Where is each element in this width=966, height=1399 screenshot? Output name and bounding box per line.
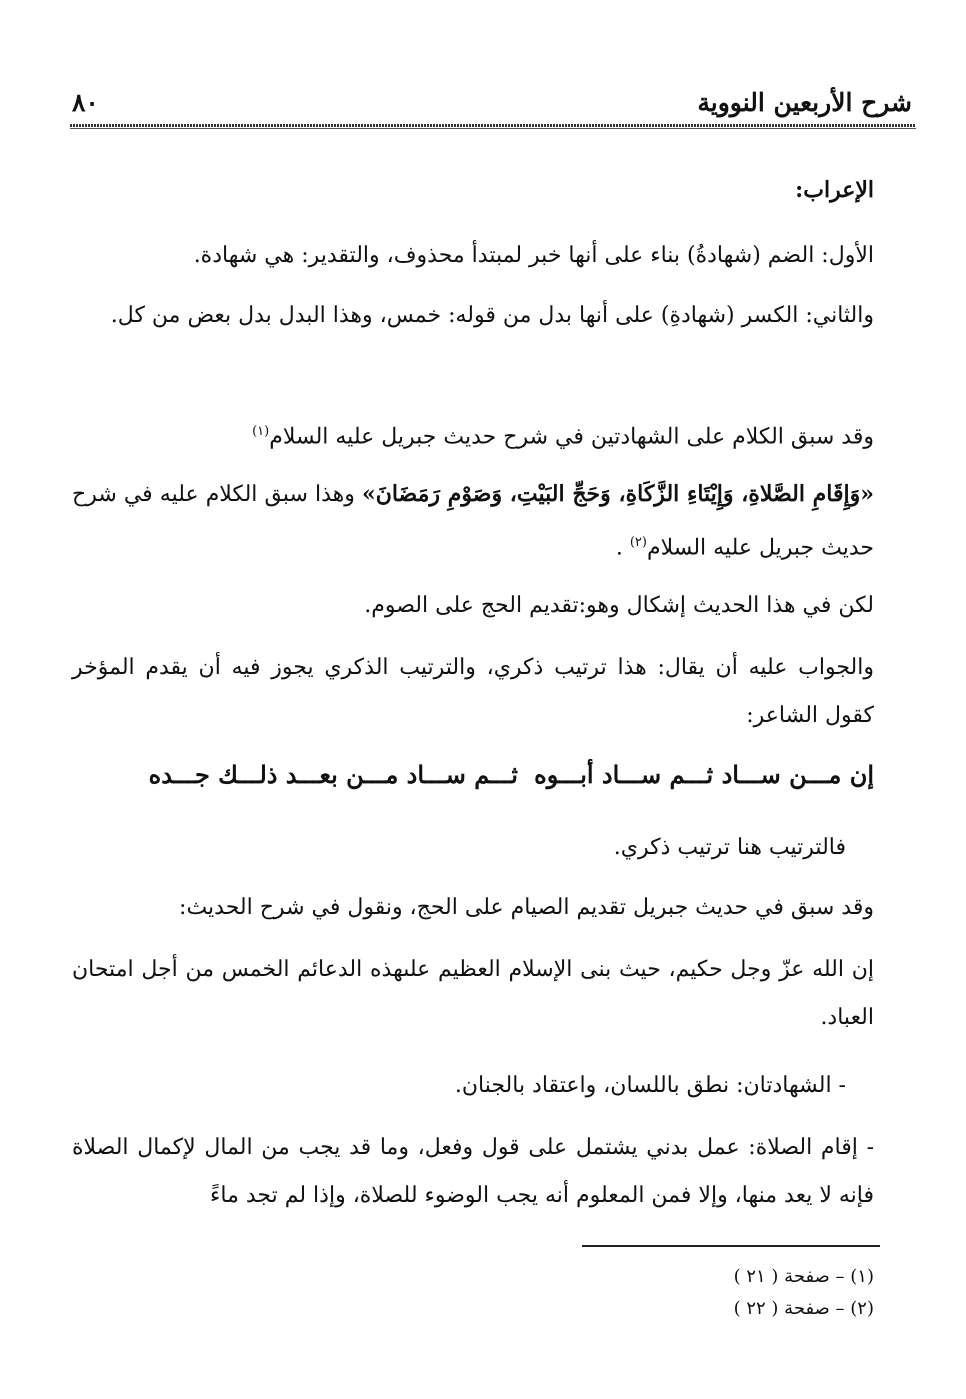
page-number: ٨٠ [72, 88, 99, 117]
paragraph-ishkal: لكن في هذا الحديث إشكال وهو:تقديم الحج على الصوم. [364, 593, 874, 618]
end-dot: . [615, 535, 623, 561]
verse-second-hemistich: ثـــم ســـاد مـــن بعـــد ذلـــك جـــده [148, 760, 518, 789]
list-item-salah: - إقام الصلاة: عمل بدني يشتمل على قول وفعل، وما قد يجب من المال لإكمال الصلاة فإنه لا يعد منها، وإلا فمن المعلوم أنه يجب الوضوء للصلاة، وإذا لم تجد ماءً [72, 1135, 874, 1208]
paragraph-hadith-quote [72, 470, 874, 572]
footnote-divider [582, 1245, 880, 1247]
paragraph-hakim: إن الله عزّ وجل حكيم، حيث بنى الإسلام العظيم علىهذه الدعائم الخمس من أجل امتحان العباد. [72, 957, 874, 1030]
hadith-quote-commentary: وهذا سبق الكلام عليه في شرح حديث جبريل عليه السلام [72, 482, 874, 561]
footnote-ref-2: (٢) [629, 535, 647, 550]
paragraph-tartib: فالترتيب هنا ترتيب ذكري. [613, 835, 846, 860]
paragraph-shahadatayn [74, 408, 874, 461]
paragraph-jibril: وقد سبق في حديث جبريل تقديم الصيام على الحج، ونقول في شرح الحديث: [179, 895, 874, 920]
paragraph-second: والثاني: الكسر (شهادةِ) على أنها بدل من قوله: خمس، وهذا البدل بدل بعض من كل. [110, 303, 874, 328]
footnote-1: (١) – صفحة ( ٢١ ) [733, 1266, 874, 1287]
paragraph-shahadatayn-text: وقد سبق الكلام على الشهادتين في شرح حديث جبريل عليه السلام [269, 424, 874, 450]
list-item-shahadatan: - الشهادتان: نطق باللسان، واعتقاد بالجنان. [454, 1073, 846, 1098]
page-header [70, 84, 916, 124]
paragraph-jawab: والجواب عليه أن يقال: هذا ترتيب ذكري، والترتيب الذكري يجوز فيه أن يقدم المؤخر كقول الشاعر: [72, 655, 874, 728]
header-divider-line [70, 128, 916, 129]
footnote-ref-1: (١) [252, 424, 270, 439]
book-title: شرح الأربعين النووية [697, 88, 912, 117]
paragraph-first [74, 232, 874, 280]
paragraph-irab-heading: الإعراب: [795, 177, 874, 203]
footnote-2: (٢) – صفحة ( ٢٢ ) [733, 1298, 874, 1319]
verse-first-hemistich: إن مـــن ســـاد ثـــم ســـاد أبـــوه [534, 760, 874, 789]
header-divider [70, 124, 916, 127]
hadith-quote: «وَإِقَامِ الصَّلاةِ، وَإِيْتَاءِ الزَّكَاةِ، وَحَجِّ البَيْتِ، وَصَوْمِ رَمَضَانَ» [361, 481, 874, 507]
paragraph-first-text: الأول: الضم (شهادةُ) بناء على أنها خبر لمبتدأ محذوف، والتقدير: هي شهادة. [193, 243, 874, 268]
